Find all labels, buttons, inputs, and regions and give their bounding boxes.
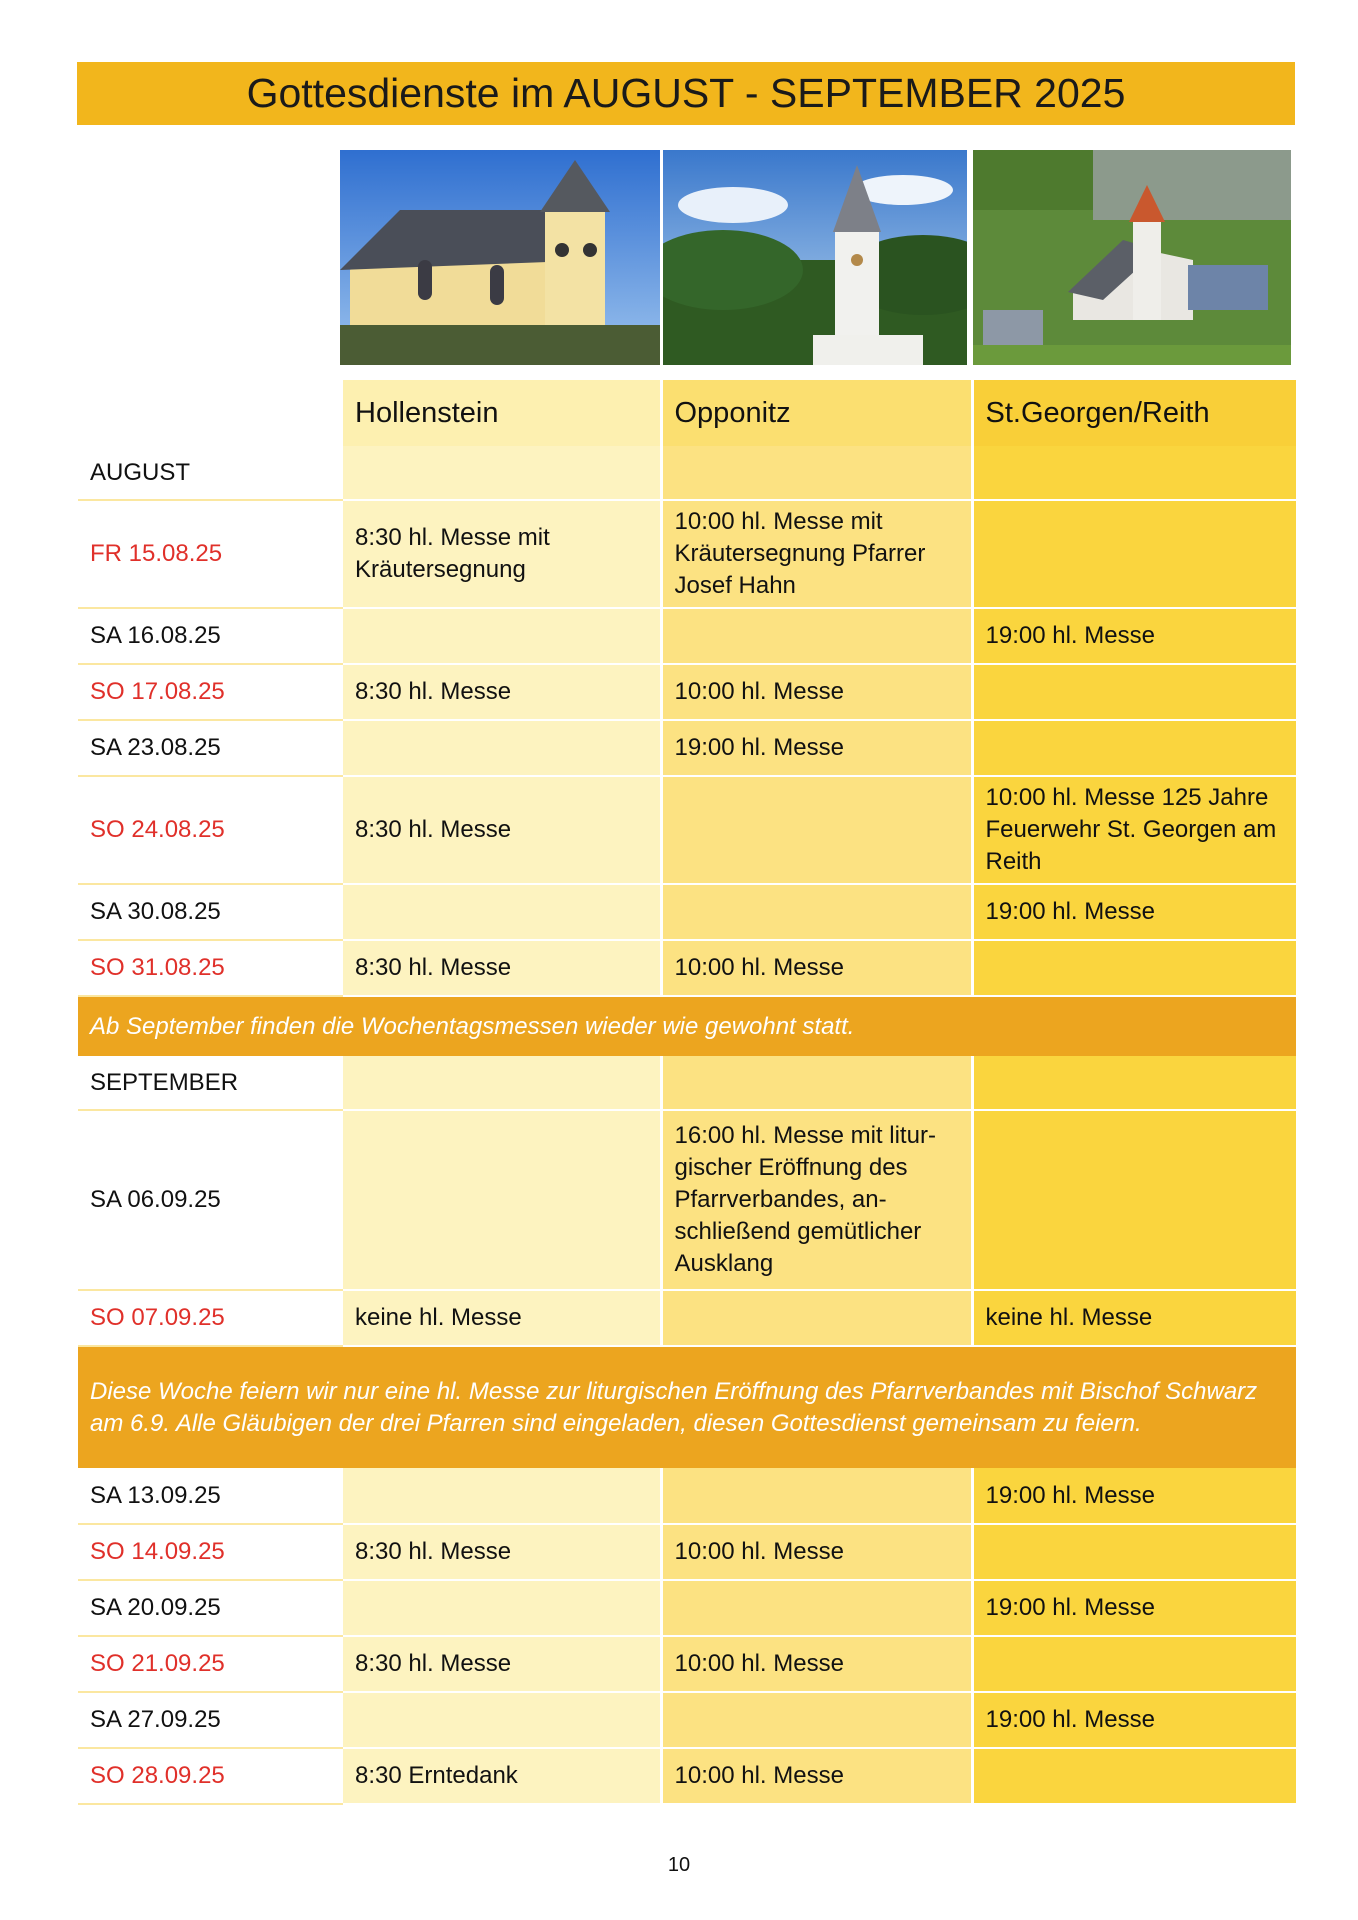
page-number: 10 xyxy=(667,1854,691,1876)
table-row xyxy=(78,664,1296,720)
table-row xyxy=(78,1524,1296,1580)
table-row xyxy=(78,1468,1296,1524)
cell-hollenstein xyxy=(343,1692,661,1748)
table-row xyxy=(78,1748,1296,1804)
cell-opponitz xyxy=(661,884,972,940)
cell-hollenstein xyxy=(343,608,661,664)
row-date: SA 23.08.25 xyxy=(78,720,343,776)
note-weekday-masses: Ab September finden die Wochentagsmessen wieder wie gewohnt statt. xyxy=(78,996,1296,1056)
cell-hollenstein: 8:30 hl. Messe mit Kräutersegnung xyxy=(343,500,661,608)
row-date: SO 24.08.25 xyxy=(78,776,343,884)
table-row xyxy=(78,1290,1296,1346)
cell-opponitz: 10:00 hl. Messe mit Kräutersegnung Pfarrer Josef Hahn xyxy=(661,500,972,608)
table-row xyxy=(78,720,1296,776)
column-header-hollenstein: Hollenstein xyxy=(343,380,661,446)
cell-hollenstein xyxy=(343,1468,661,1524)
row-date: SA 20.09.25 xyxy=(78,1580,343,1636)
cell-opponitz xyxy=(661,608,972,664)
month-august-cell-hollenstein xyxy=(343,446,661,500)
cell-opponitz: 19:00 hl. Messe xyxy=(661,720,972,776)
table-row xyxy=(78,1580,1296,1636)
column-header-opponitz: Opponitz xyxy=(661,380,972,446)
cell-stgeorgen: 10:00 hl. Messe 125 Jahre Feuerwehr St. Georgen am Reith xyxy=(972,776,1296,884)
table-row xyxy=(78,940,1296,996)
month-august-cell-stgeorgen xyxy=(972,446,1296,500)
photo-opponitz-church xyxy=(663,150,967,365)
table-row xyxy=(78,608,1296,664)
cell-hollenstein: 8:30 hl. Messe xyxy=(343,1524,661,1580)
cell-stgeorgen xyxy=(972,1110,1296,1290)
service-schedule-table xyxy=(78,380,1296,1805)
cell-stgeorgen: 19:00 hl. Messe xyxy=(972,1692,1296,1748)
cell-opponitz xyxy=(661,1468,972,1524)
photo-hollenstein-church xyxy=(340,150,660,365)
photo-stgeorgen-church xyxy=(973,150,1291,365)
table-row xyxy=(78,776,1296,884)
row-date: SA 13.09.25 xyxy=(78,1468,343,1524)
cell-stgeorgen xyxy=(972,1748,1296,1804)
cell-hollenstein xyxy=(343,884,661,940)
cell-hollenstein: keine hl. Messe xyxy=(343,1290,661,1346)
row-date: SA 16.08.25 xyxy=(78,608,343,664)
cell-stgeorgen: 19:00 hl. Messe xyxy=(972,1468,1296,1524)
row-date: SA 06.09.25 xyxy=(78,1110,343,1290)
cell-stgeorgen xyxy=(972,664,1296,720)
month-august-label: AUGUST xyxy=(78,446,343,500)
note-liturgical-opening-row xyxy=(78,1346,1296,1468)
cell-opponitz xyxy=(661,776,972,884)
row-date: SO 28.09.25 xyxy=(78,1748,343,1804)
cell-stgeorgen: 19:00 hl. Messe xyxy=(972,1580,1296,1636)
note-liturgical-opening: Diese Woche feiern wir nur eine hl. Messe zur liturgischen Eröffnung des Pfarrverbandes mit Bischof Schwarz am 6.9. Alle Gläubigen der drei Pfarren sind eingeladen, diesen Gottesdienst gemeinsam zu feiern. xyxy=(78,1346,1296,1468)
cell-opponitz: 10:00 hl. Messe xyxy=(661,1748,972,1804)
cell-hollenstein xyxy=(343,1110,661,1290)
cell-hollenstein: 8:30 hl. Messe xyxy=(343,776,661,884)
table-row xyxy=(78,1110,1296,1290)
month-september-row xyxy=(78,1056,1296,1110)
cell-stgeorgen xyxy=(972,1524,1296,1580)
row-date: SO 31.08.25 xyxy=(78,940,343,996)
page-title: Gottesdienste im AUGUST - SEPTEMBER 2025 xyxy=(246,70,1126,116)
cell-stgeorgen xyxy=(972,1636,1296,1692)
cell-opponitz: 16:00 hl. Messe mit liturgischer Eröffnung des Pfarrverbandes, anschließend gemütlicher Ausklang xyxy=(661,1110,972,1290)
cell-hollenstein: 8:30 hl. Messe xyxy=(343,1636,661,1692)
cell-stgeorgen xyxy=(972,500,1296,608)
row-date: SO 14.09.25 xyxy=(78,1524,343,1580)
row-date: SA 27.09.25 xyxy=(78,1692,343,1748)
month-september-label: SEPTEMBER xyxy=(78,1056,343,1110)
cell-stgeorgen: 19:00 hl. Messe xyxy=(972,884,1296,940)
note-weekday-masses-row xyxy=(78,996,1296,1056)
month-august-cell-opponitz xyxy=(661,446,972,500)
cell-opponitz: 10:00 hl. Messe xyxy=(661,940,972,996)
cell-stgeorgen xyxy=(972,720,1296,776)
month-september-cell-opponitz xyxy=(661,1056,972,1110)
cell-hollenstein: 8:30 Erntedank xyxy=(343,1748,661,1804)
cell-stgeorgen xyxy=(972,940,1296,996)
row-date: SO 21.09.25 xyxy=(78,1636,343,1692)
page-title-bar xyxy=(77,62,1295,125)
header-empty-cell xyxy=(78,380,343,446)
cell-opponitz: 10:00 hl. Messe xyxy=(661,1524,972,1580)
cell-opponitz xyxy=(661,1290,972,1346)
cell-opponitz: 10:00 hl. Messe xyxy=(661,664,972,720)
cell-opponitz: 10:00 hl. Messe xyxy=(661,1636,972,1692)
cell-opponitz xyxy=(661,1580,972,1636)
column-header-stgeorgen: St.Georgen/Reith xyxy=(972,380,1296,446)
month-september-cell-hollenstein xyxy=(343,1056,661,1110)
cell-hollenstein: 8:30 hl. Messe xyxy=(343,940,661,996)
row-date: FR 15.08.25 xyxy=(78,500,343,608)
row-date: SO 17.08.25 xyxy=(78,664,343,720)
table-row xyxy=(78,1636,1296,1692)
month-august-row xyxy=(78,446,1296,500)
cell-opponitz xyxy=(661,1692,972,1748)
cell-stgeorgen: keine hl. Messe xyxy=(972,1290,1296,1346)
cell-hollenstein xyxy=(343,1580,661,1636)
row-date: SO 07.09.25 xyxy=(78,1290,343,1346)
cell-hollenstein xyxy=(343,720,661,776)
cell-stgeorgen: 19:00 hl. Messe xyxy=(972,608,1296,664)
table-row xyxy=(78,1692,1296,1748)
table-row xyxy=(78,884,1296,940)
table-row xyxy=(78,500,1296,608)
cell-hollenstein: 8:30 hl. Messe xyxy=(343,664,661,720)
row-date: SA 30.08.25 xyxy=(78,884,343,940)
month-september-cell-stgeorgen xyxy=(972,1056,1296,1110)
table-header-row xyxy=(78,380,1296,446)
